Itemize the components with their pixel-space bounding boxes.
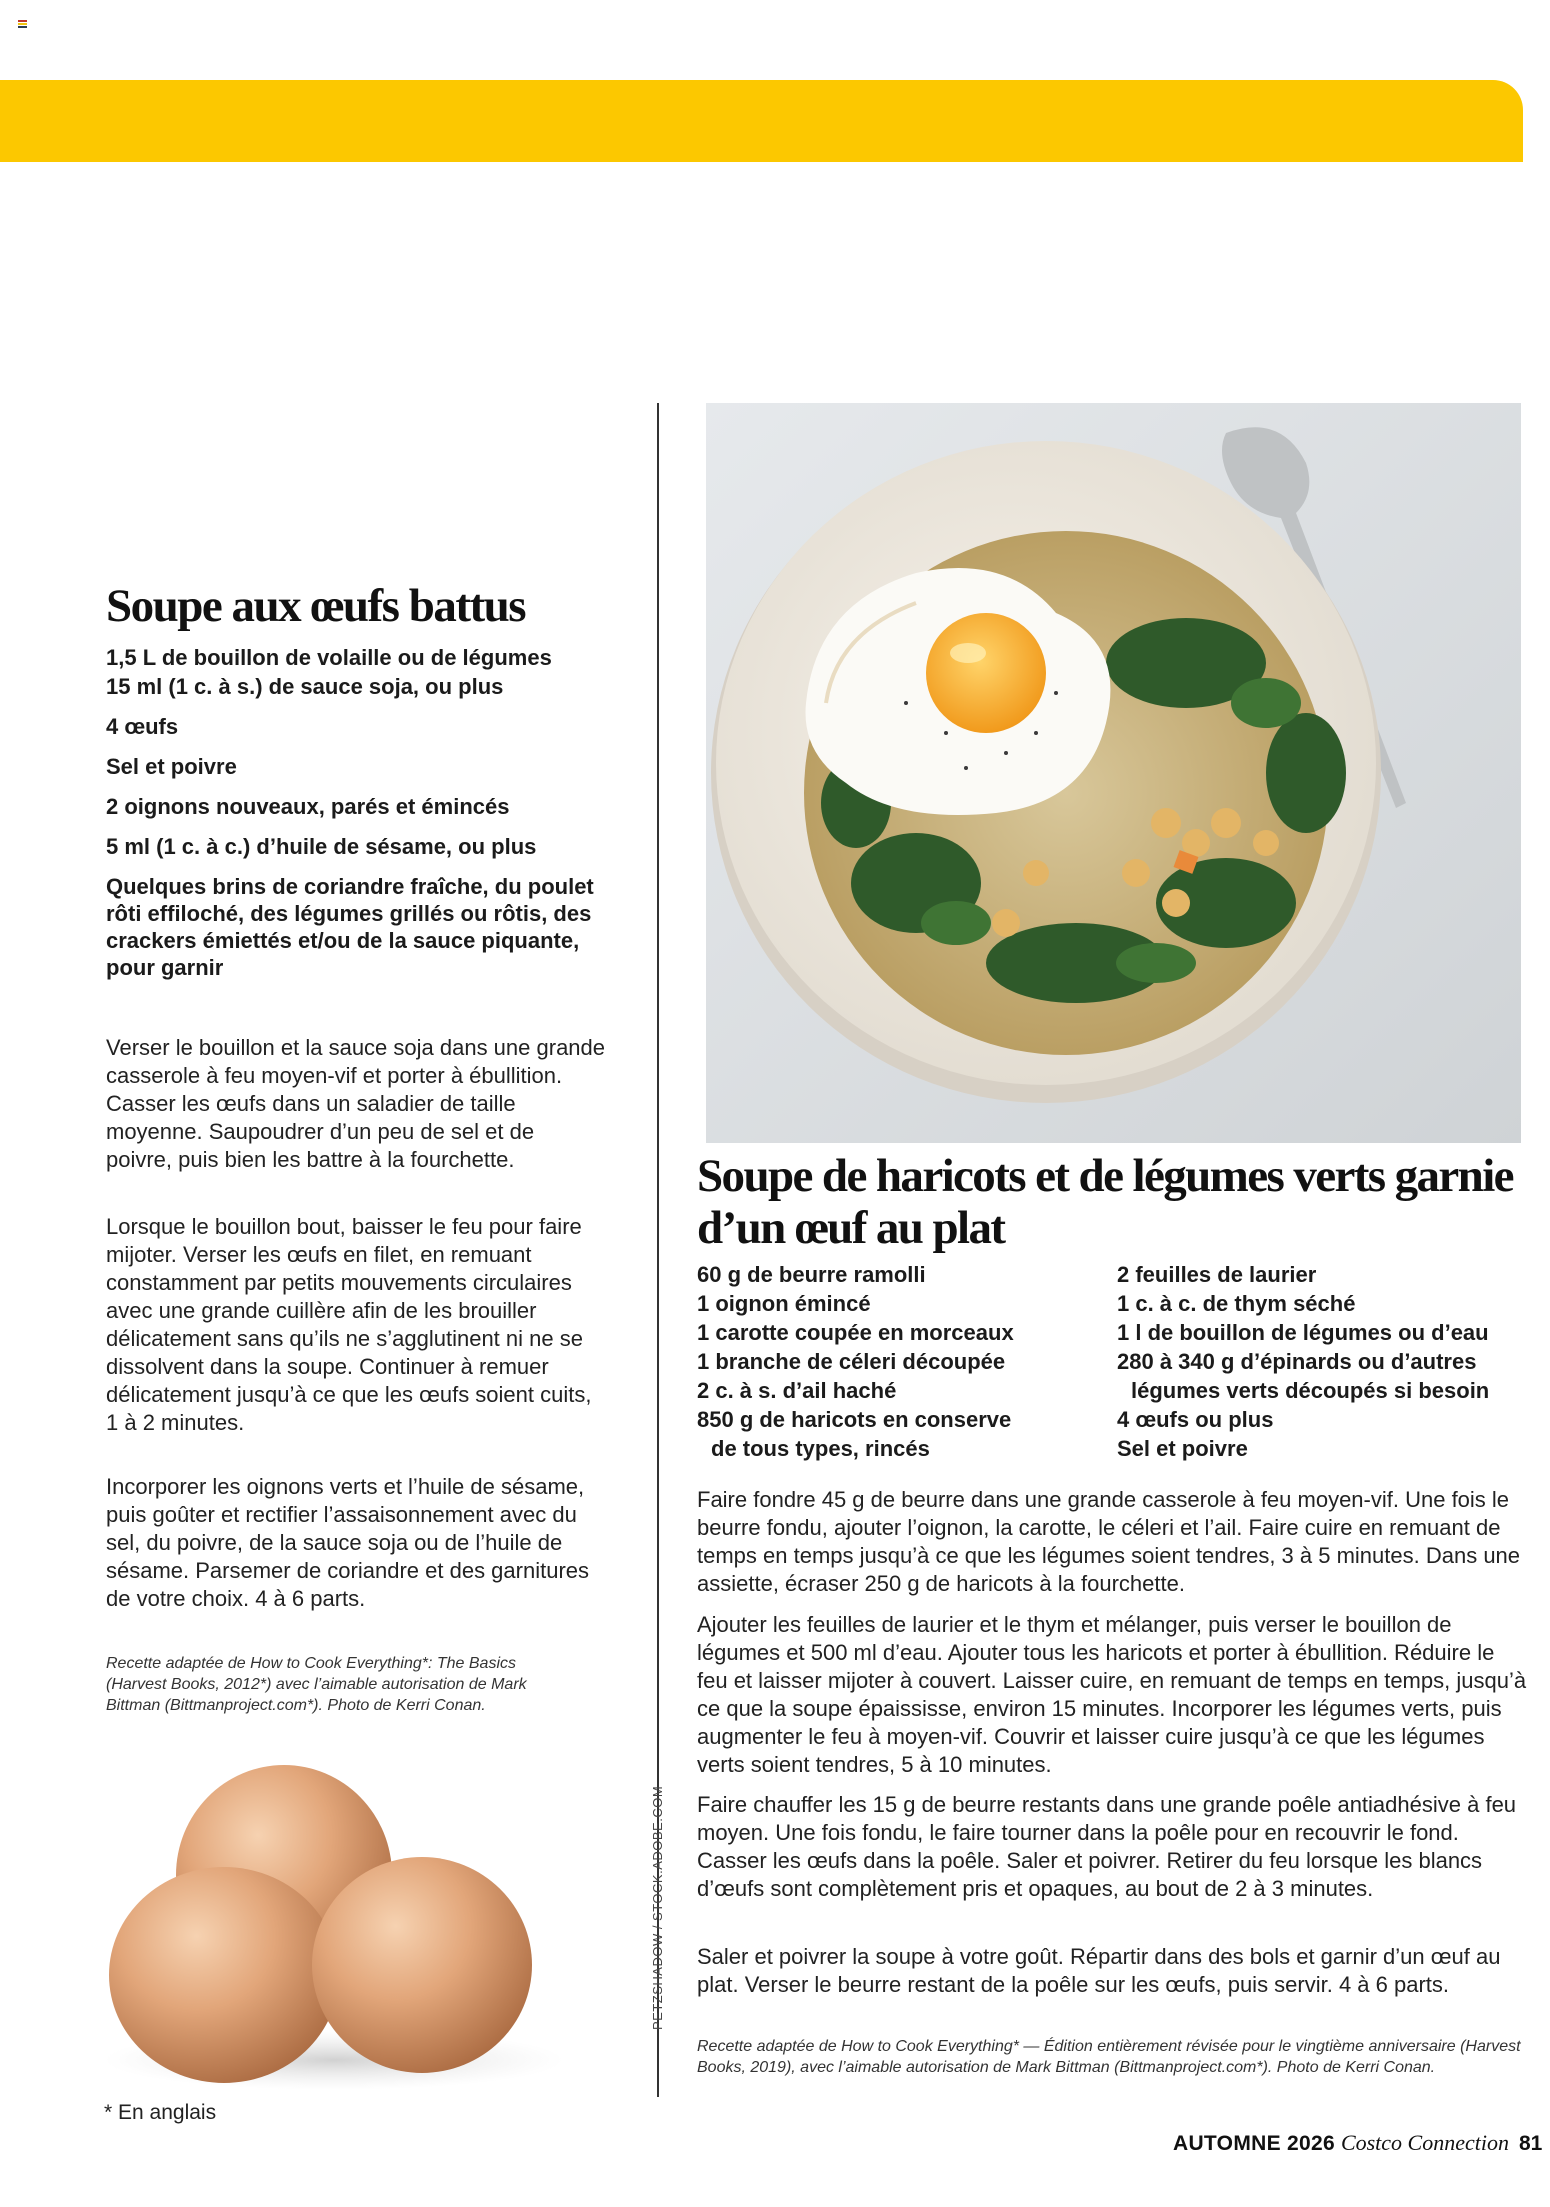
header-band [0, 80, 1523, 162]
ingredient-item: 1 oignon émincé [697, 1291, 871, 1316]
ingredient-item: 850 g de haricots en conserve [697, 1407, 1012, 1432]
ingredient-item: 1 branche de céleri découpée [697, 1349, 1006, 1374]
recipe1-ingredient: 4 œufs [106, 714, 179, 739]
soup-photo [706, 403, 1521, 1143]
recipe1-ingredient: 2 oignons nouveaux, parés et émincés [106, 794, 510, 819]
ingredient-item: 2 c. à s. d’ail haché [697, 1378, 897, 1403]
recipe2-step: Saler et poivrer la soupe à votre goût. Répartir dans des bols et garnir d’un œuf au plat. Verser le beurre restant de la poêle sur les œufs, puis servir. 4 à 6 parts. [697, 1944, 1501, 1997]
ingredient-item-continuation: légumes verts découpés si besoin [1131, 1378, 1490, 1403]
recipe1-ingredient: Sel et poivre [106, 754, 237, 779]
ingredient-item: 2 feuilles de laurier [1117, 1262, 1317, 1287]
eggs-photo [104, 1760, 604, 2090]
recipe2-ingredients-right [1117, 1260, 1537, 1463]
ingredient-item: 280 à 340 g d’épinards ou d’autres [1117, 1349, 1477, 1374]
ingredient-item-continuation: de tous types, rincés [711, 1436, 930, 1461]
recipe1-title: Soupe aux œufs battus [106, 580, 526, 632]
nav-marker-icon [18, 20, 27, 26]
recipe2-ingredients-left [697, 1260, 1107, 1463]
ingredient-item: 1 l de bouillon de légumes ou d’eau [1117, 1320, 1489, 1345]
ingredient-item: 60 g de beurre ramolli [697, 1262, 926, 1287]
photo-credit: PETZSHADOW / STOCK.ADOBE.COM [650, 1785, 665, 2030]
recipe2-title: Soupe de haricots et de légumes verts garnie d’un œuf au plat [697, 1150, 1513, 1254]
recipe2-step: Ajouter les feuilles de laurier et le thym et mélanger, puis verser le bouillon de légumes et 500 ml d’eau. Ajouter tous les haricots et porter à ébullition. Réduire le feu et laisser mijoter à couvert. Laisser cuire, en remuant de temps en temps, jusqu’à ce que la soupe épaississe, environ 15 minutes. Incorporer les légumes verts, puis augmenter le feu à moyen-vif. Couvrir et laisser cuire jusqu’à ce que les légumes verts soient tendres, 5 à 10 minutes. [697, 1612, 1527, 1777]
recipe1-ingredient: 15 ml (1 c. à s.) de sauce soja, ou plus [106, 674, 504, 699]
ingredient-item: Sel et poivre [1117, 1436, 1248, 1461]
recipe1-ingredient: 1,5 L de bouillon de volaille ou de légumes [106, 645, 552, 670]
recipe1-step: Incorporer les oignons verts et l’huile de sésame, puis goûter et rectifier l’assaisonnement avec du sel, du poivre, de la sauce soja ou de l’huile de sésame. Parsemer de coriandre et des garnitures de votre choix. 4 à 6 parts. [106, 1474, 590, 1611]
ingredient-item: 1 c. à c. de thym séché [1117, 1291, 1356, 1316]
footer-season: AUTOMNE 2026 [1173, 2132, 1335, 2155]
page-number: 81 [1518, 2132, 1543, 2155]
footer-magazine: Costco Connection [1340, 2130, 1509, 2155]
footnote: * En anglais [104, 2101, 217, 2124]
recipe1-step: Lorsque le bouillon bout, baisser le feu pour faire mijoter. Verser les œufs en filet, en remuant constamment par petits mouvements circulaires avec une grande cuillère afin de les brouiller délicatement sans qu’ils ne s’agglutinent ni ne se dissolvent dans la soupe. Continuer à remuer délicatement jusqu’à ce que les œufs soient cuits, 1 à 2 minutes. [106, 1214, 592, 1435]
recipe1-ingredient: 5 ml (1 c. à c.) d’huile de sésame, ou plus [106, 834, 537, 859]
recipe2-step: Faire chauffer les 15 g de beurre restants dans une grande poêle antiadhésive à feu moyen. Une fois fondu, le faire tourner dans la poêle pour en recouvrir le fond. Casser les œufs dans la poêle. Saler et poivrer. Retirer du feu lorsque les blancs d’œufs sont complètement pris et opaques, au bout de 2 à 3 minutes. [697, 1792, 1517, 1901]
recipe2-step: Faire fondre 45 g de beurre dans une grande casserole à feu moyen-vif. Une fois le beurre fondu, ajouter l’oignon, la carotte, le céleri et l’ail. Faire cuire en remuant de temps en temps jusqu’à ce que les légumes soient tendres, 3 à 5 minutes. Dans une assiette, écraser 250 g de haricots à la fourchette. [697, 1487, 1521, 1596]
ingredient-item: 1 carotte coupée en morceaux [697, 1320, 1014, 1345]
recipe1-ingredient: Quelques brins de coriandre fraîche, du poulet rôti effiloché, des légumes grillés ou rôtis, des crackers émiettés et/ou de la sauce piquante, pour garnir [106, 874, 594, 980]
recipe2-credit: Recette adaptée de How to Cook Everything* — Édition entièrement révisée pour le vingtième anniversaire (Harvest Books, 2019), avec l’aimable autorisation de Mark Bittman (Bittmanproject.com*). Photo de Kerri Conan. [697, 2038, 1521, 2076]
recipe1-credit: Recette adaptée de How to Cook Everything*: The Basics (Harvest Books, 2012*) avec l’aimable autorisation de Mark Bittman (Bittmanproject.com*). Photo de Kerri Conan. [106, 1655, 527, 1714]
ingredient-item: 4 œufs ou plus [1117, 1407, 1274, 1432]
page-footer [1173, 2130, 1550, 2156]
recipe1-step: Verser le bouillon et la sauce soja dans une grande casserole à feu moyen-vif et porter à ébullition. Casser les œufs dans un saladier de taille moyenne. Saupoudrer d’un peu de sel et de poivre, puis bien les battre à la fourchette. [106, 1035, 606, 1172]
